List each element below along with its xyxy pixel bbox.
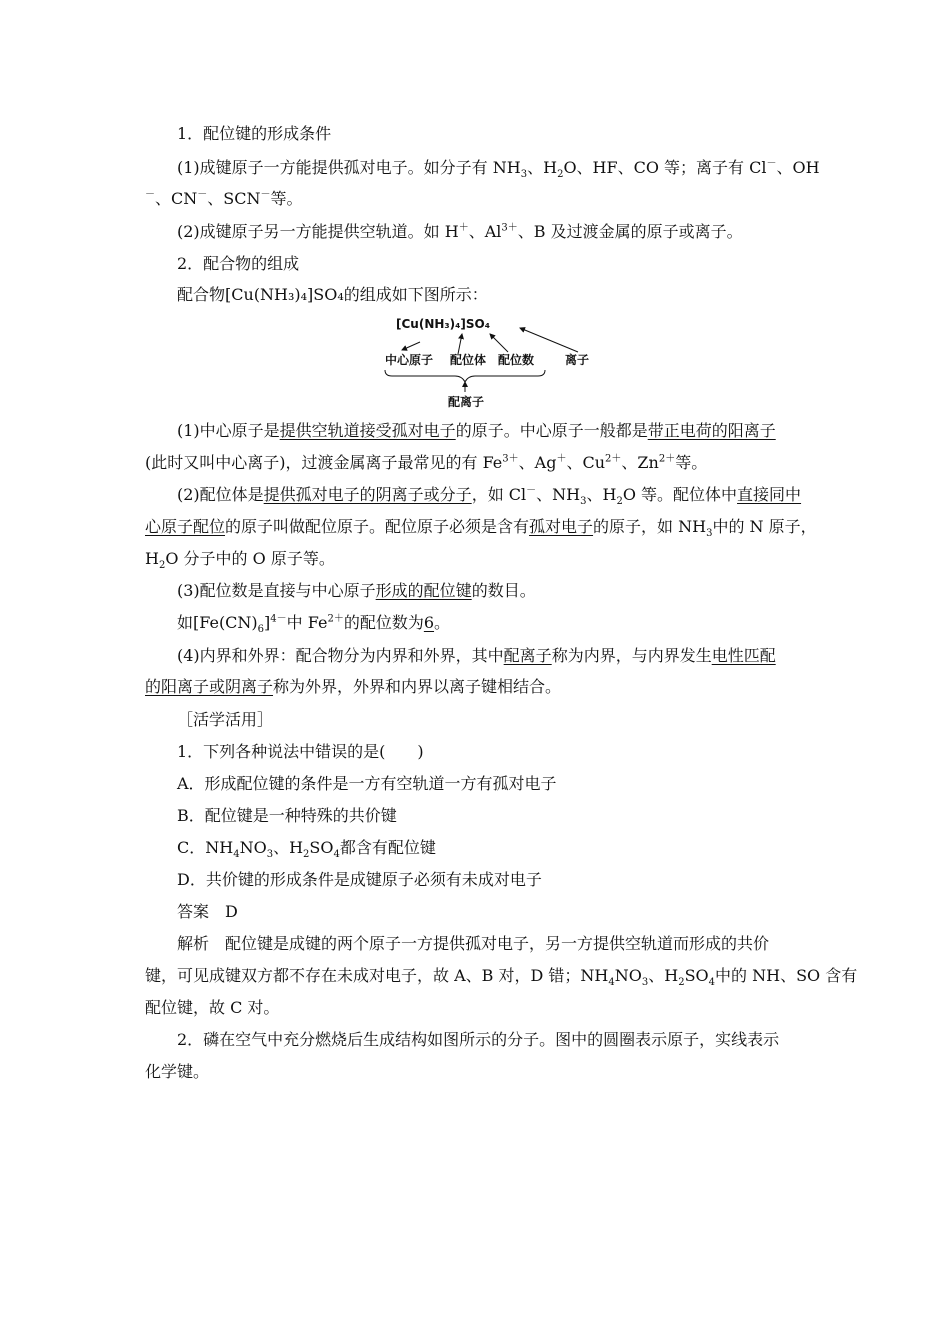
paragraph-continued: 的阳离子或阴离子称为外界，外界和内界以离子键相结合。: [145, 677, 562, 696]
option-b: B．配位键是一种特殊的共价键: [177, 806, 397, 825]
complex-structure-diagram: [380, 312, 610, 412]
question-1: 1．下列各种说法中错误的是( ): [177, 742, 424, 761]
option-d: D．共价键的形成条件是成键原子必须有未成对电子: [177, 870, 542, 889]
paragraph-continued: (此时又叫中心离子)，过渡金属离子最常见的有 $Fe^{3+}$、Ag＋、$Cu^{2+}$、$Zn^{2+}$等。: [145, 453, 708, 472]
formula-label: [Cu(NH₃)₄]SO₄: [396, 317, 490, 331]
option-c: C．$NH_4NO_3$、$H_2SO_4$都含有配位键: [177, 838, 436, 861]
explanation: 解析 配位键是成键的两个原子一方提供孤对电子，另一方提供空轨道而形成的共价: [177, 934, 770, 953]
paragraph-continued: 心原子配位的原子叫做配位原子。配位原子必须是含有孤对电子的原子，如 $NH_3$中的 N 原子，: [145, 517, 817, 540]
paragraph: (4)内界和外界：配合物分为内界和外界，其中配离子称为内界，与内界发生电性匹配: [177, 646, 776, 665]
paragraph: (3)配位数是直接与中心原子形成的配位键的数目。: [177, 581, 536, 600]
paragraph: (1)中心原子是提供空轨道接受孤对电子的原子。中心原子一般都是带正电荷的阳离子: [177, 421, 776, 440]
paragraph-continued: －、CN－、SCN－等。: [145, 189, 303, 208]
explanation-continued: 键，可见成键双方都不存在未成对电子，故 A、B 对，D 错；$NH_4NO_3$、$H_2SO_4$中的 NH、SO 含有: [145, 966, 858, 989]
practice-header: ［活学活用］: [177, 710, 274, 729]
paragraph: (2)成键原子另一方能提供空轨道。如 H＋、$Al^{3+}$、B 及过渡金属的原子或离子。: [177, 222, 743, 241]
label-ion: 离子: [565, 353, 590, 367]
option-a: A．形成配位键的条件是一方有空轨道一方有孤对电子: [177, 774, 557, 793]
paragraph: (1)成键原子一方能提供孤对电子。如分子有 $NH_3$、$H_2O$、HF、CO 等；离子有 Cl－、OH: [177, 158, 820, 181]
question-2-continued: 化学键。: [145, 1062, 210, 1081]
answer: 答案 D: [177, 902, 238, 921]
paragraph: (2)配位体是提供孤对电子的阴离子或分子，如 Cl－、$NH_3$、$H_2O$ 等。配位体中直接同中: [177, 485, 802, 508]
label-ligand: 配位体: [450, 353, 487, 367]
explanation-continued: 配位键，故 C 对。: [145, 998, 280, 1017]
label-coordination-number: 配位数: [498, 353, 535, 367]
label-complex-ion: 配离子: [448, 395, 485, 409]
label-central-atom: 中心原子: [385, 353, 434, 367]
section-heading: 1．配位键的形成条件: [177, 124, 332, 143]
section-heading: 2．配合物的组成: [177, 254, 300, 273]
paragraph: 配合物[Cu(NH₃)₄]SO₄的组成如下图所示：: [177, 285, 488, 304]
paragraph: 如$[Fe(CN)_6]^{4-}$中 $Fe^{2+}$的配位数为6。: [177, 613, 451, 636]
paragraph-continued: $H_2O$ 分子中的 O 原子等。: [145, 549, 335, 572]
question-2: 2．磷在空气中充分燃烧后生成结构如图所示的分子。图中的圆圈表示原子，实线表示: [177, 1030, 780, 1049]
